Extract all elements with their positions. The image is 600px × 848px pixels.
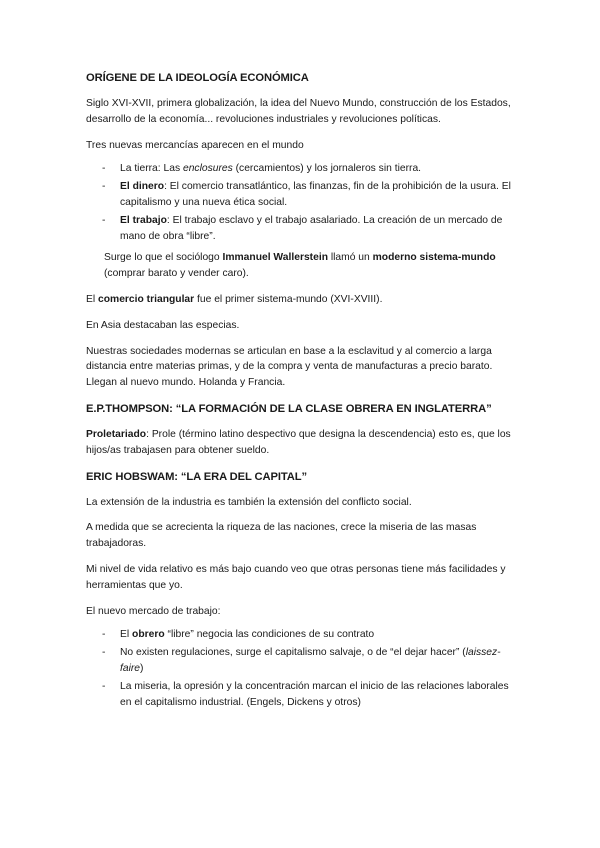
text-run: (comprar barato y vender caro). — [104, 268, 249, 280]
text-run: “libre” negocia las condiciones de su contrato — [164, 629, 375, 641]
document-body — [86, 70, 516, 716]
text-run: El — [120, 629, 133, 641]
section-title-hobswam: ERIC HOBSWAM: “LA ERA DEL CAPITAL” — [86, 470, 307, 483]
paragraph-sociedades-modernas: Nuestras sociedades modernas se articulan en base a la esclavitud y al comercio a larga distancia entre materias primas, y de la compra y venta de manufacturas a precio barato. Llegan al nuevo mundo. Holanda y Francia. — [86, 345, 493, 389]
bullet-dash: - — [102, 163, 106, 175]
item-label: La tierra — [120, 163, 158, 175]
bullet-dash: - — [102, 629, 106, 641]
bold-run: Proletariado — [86, 428, 147, 440]
list-item-regulaciones — [86, 645, 516, 677]
text-run: La miseria, la opresión y la concentración marcan el inicio de las relaciones laborales en el capitalismo industrial. (Engels, Dickens y otros) — [120, 680, 509, 708]
item-text: : El comercio transatlántico, las finanzas, fin de la prohibición de la usura. El capitalismo y una nueva ética social. — [120, 181, 511, 208]
paragraph-nuevo-mercado: El nuevo mercado de trabajo: — [86, 605, 221, 617]
list-mercancias — [86, 161, 516, 244]
text-run: No existen regulaciones, surge el capitalismo salvaje, o de “el dejar hacer” ( — [120, 647, 466, 659]
list-item-tierra — [86, 161, 516, 177]
text-run: El — [86, 293, 99, 305]
list-item-trabajo — [86, 213, 516, 245]
list-item-dinero — [86, 179, 516, 211]
bullet-dash: - — [102, 214, 106, 226]
bullet-dash: - — [102, 181, 106, 193]
bold-run: moderno sistema-mundo — [372, 252, 496, 264]
bullet-dash: - — [102, 680, 106, 692]
bullet-dash: - — [102, 647, 106, 659]
paragraph-wallerstein — [86, 250, 516, 282]
paragraph-extension-industria: La extensión de la industria es también la extensión del conflicto social. — [86, 496, 412, 508]
section-title-thompson: E.P.THOMPSON: “LA FORMACIÓN DE LA CLASE OBRERA EN INGLATERRA” — [86, 402, 492, 415]
item-text: : El trabajo esclavo y el trabajo asalariado. La creación de un mercado de mano de obra “libre”. — [120, 214, 503, 242]
text-run: Surge lo que el sociólogo — [104, 252, 223, 264]
paragraph-comercio-triangular — [86, 292, 516, 308]
bold-run: obrero — [132, 629, 165, 641]
item-emphasis: enclosures — [182, 163, 233, 175]
item-text: (cercamientos) y los jornaleros sin tierra. — [232, 163, 422, 175]
paragraph-riqueza-naciones: A medida que se acrecienta la riqueza de las naciones, crece la miseria de las masas trabajadoras. — [86, 522, 477, 550]
italic-run: laissez-faire — [120, 647, 501, 674]
section-title-origen: ORÍGENE DE LA IDEOLOGÍA ECONÓMICA — [86, 72, 309, 84]
list-item-obrero — [86, 627, 516, 643]
item-label: El dinero — [120, 181, 165, 193]
paragraph-asia: En Asia destacaban las especias. — [86, 319, 240, 331]
paragraph-mercancias-intro: Tres nuevas mercancías aparecen en el mundo — [86, 139, 304, 151]
bold-run: Immanuel Wallerstein — [222, 252, 328, 264]
list-item-miseria — [86, 679, 516, 711]
item-label: El trabajo — [120, 214, 167, 226]
text-run: fue el primer sistema-mundo (XVI-XVIII). — [194, 293, 383, 305]
paragraph-nivel-de-vida: Mi nivel de vida relativo es más bajo cuando veo que otras personas tiene más facilidades y herramientas que yo. — [86, 563, 506, 591]
text-run: ) — [140, 662, 144, 674]
text-run: llamó un — [327, 252, 373, 264]
paragraph-proletariado — [86, 427, 516, 459]
bold-run: comercio triangular — [98, 293, 195, 305]
item-text: : Las — [157, 163, 183, 175]
text-run: : Prole (término latino despectivo que designa la descendencia) esto es, que los hijos/as trabajasen para obtener sueldo. — [86, 428, 511, 456]
paragraph-intro: Siglo XVI-XVII, primera globalización, la idea del Nuevo Mundo, construcción de los Estados, desarrollo de la economía... revoluciones industriales y revoluciones políticas. — [86, 98, 511, 125]
list-mercado-trabajo — [86, 627, 516, 710]
